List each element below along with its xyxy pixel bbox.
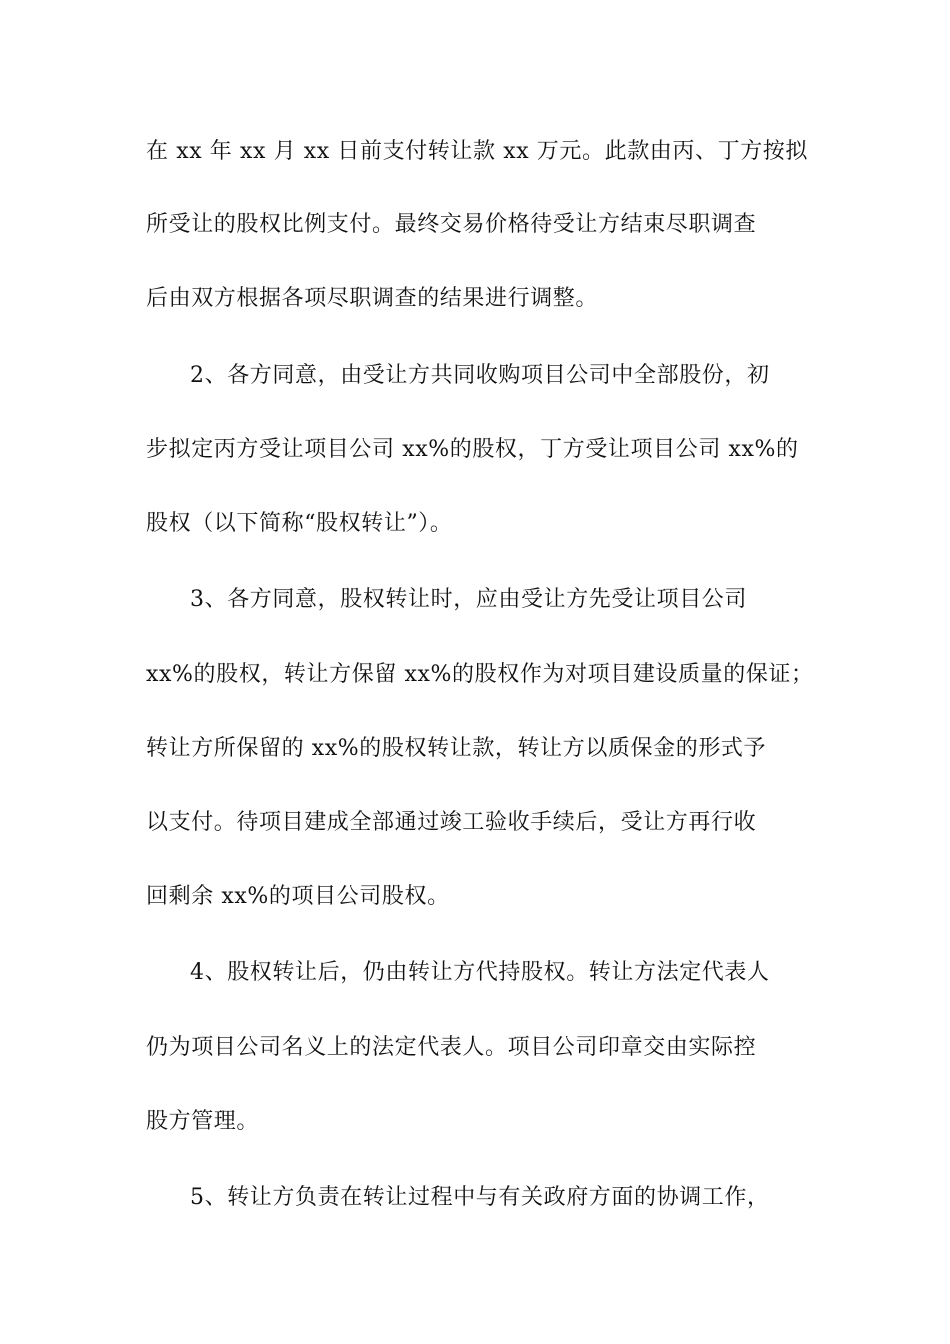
text-line-12: 4、股权转让后，仍由转让方代持股权。转让方法定代表人 (190, 960, 770, 985)
text-line-1: 在 xx 年 xx 月 xx 日前支付转让款 xx 万元。此款由丙、丁方按拟 (146, 139, 809, 164)
text-line-13: 仍为项目公司名义上的法定代表人。项目公司印章交由实际控 (146, 1035, 757, 1060)
text-line-6: 股权（以下简称“股权转让”）。 (146, 511, 453, 536)
text-line-10: 以支付。待项目建成全部通过竣工验收手续后，受让方再行收 (146, 810, 757, 835)
text-line-14: 股方管理。 (146, 1109, 260, 1134)
text-line-7: 3、各方同意，股权转让时，应由受让方先受让项目公司 (190, 587, 747, 612)
text-line-5: 步拟定丙方受让项目公司 xx%的股权，丁方受让项目公司 xx%的 (146, 437, 799, 462)
text-line-2: 所受让的股权比例支付。最终交易价格待受让方结束尽职调查 (146, 212, 757, 237)
text-line-11: 回剩余 xx%的项目公司股权。 (146, 884, 450, 909)
text-line-4: 2、各方同意，由受让方共同收购项目公司中全部股份，初 (190, 363, 770, 388)
text-line-9: 转让方所保留的 xx%的股权转让款，转让方以质保金的形式予 (146, 736, 767, 761)
text-line-8: xx%的股权，转让方保留 xx%的股权作为对项目建设质量的保证； (146, 662, 814, 687)
text-line-15: 5、转让方负责在转让过程中与有关政府方面的协调工作， (190, 1185, 770, 1210)
text-line-3: 后由双方根据各项尽职调查的结果进行调整。 (146, 286, 599, 311)
